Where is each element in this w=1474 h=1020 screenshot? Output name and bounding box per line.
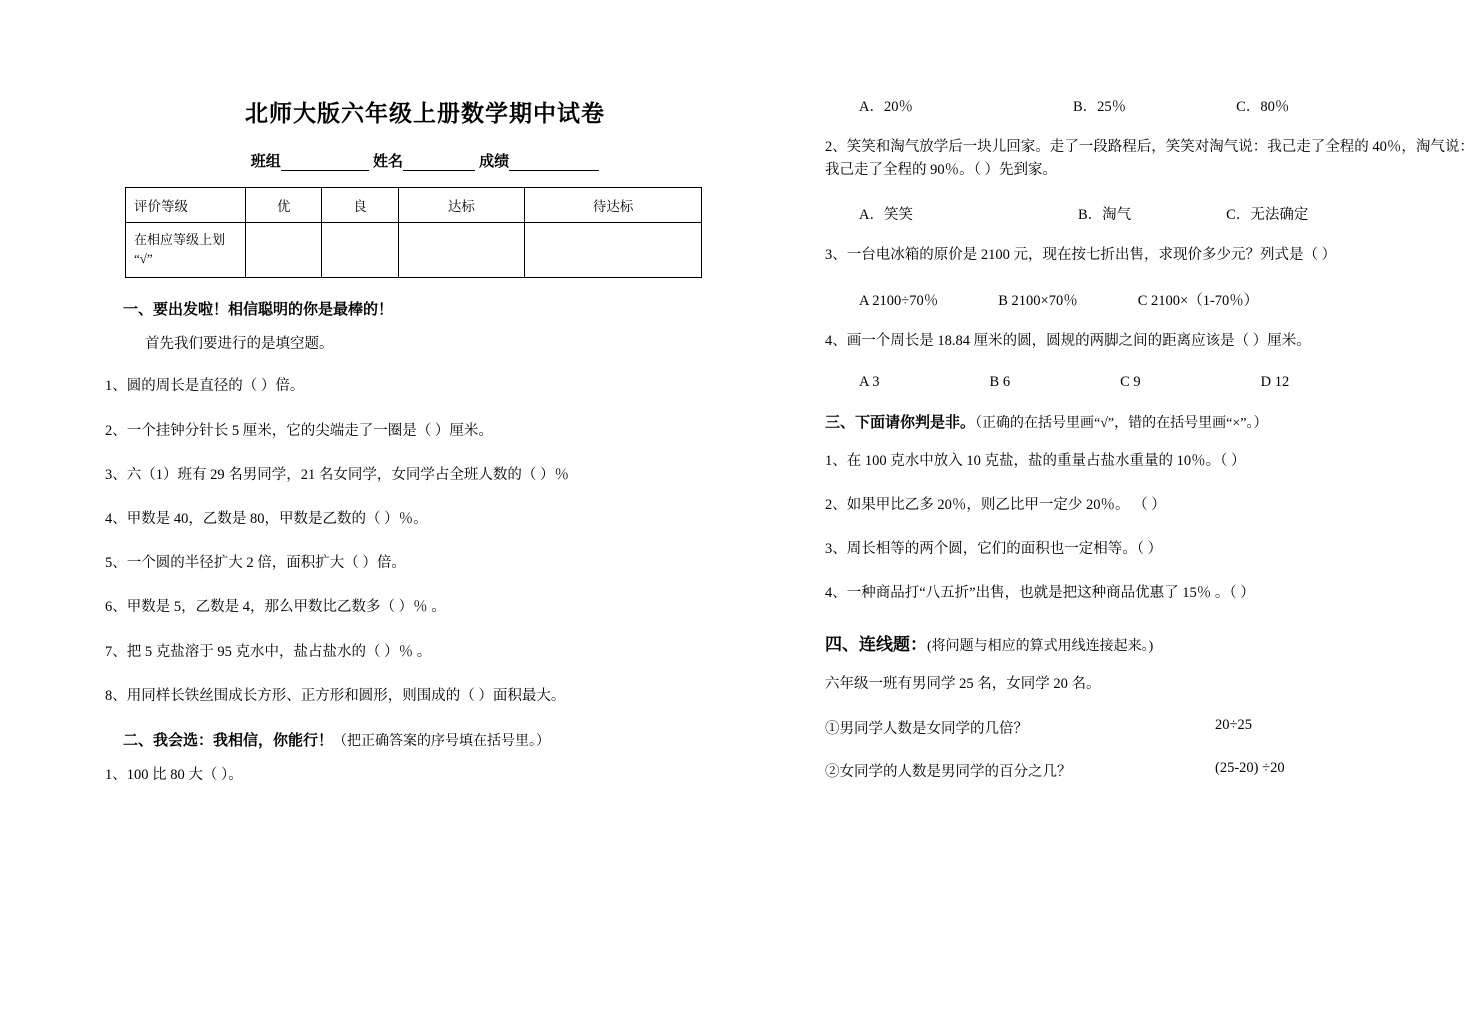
section2-heading-bold: 二、我会选：我相信，你能行！ <box>123 731 334 749</box>
choice-question-2: 2、笑笑和淘气放学后一块儿回家。走了一段路程后，笑笑对淘气说：我己走了全程的 40％，淘气说：我己走了全程的 90％。（ ）先到家。 <box>825 139 1474 179</box>
match-row-1 <box>825 717 1474 738</box>
q2-option-c[interactable]: C．无法确定 <box>1226 207 1309 224</box>
section4-lead: 六年级一班有男同学 25 名，女同学 20 名。 <box>825 675 1101 692</box>
grade-table-header-4: 待达标 <box>525 188 702 223</box>
fill-question-4: 4、甲数是 40，乙数是 80，甲数是乙数的（ ）％。 <box>105 511 428 528</box>
q4-option-c[interactable]: C 9 <box>1120 373 1141 390</box>
choice-question-2-options <box>859 203 1474 224</box>
section2-heading <box>123 729 745 750</box>
grade-table-row-label: 在相应等级上划“√” <box>126 223 246 278</box>
choice-question-4: 4、画一个周长是 18.84 厘米的圆，圆规的两脚之间的距离应该是（ ）厘米。 <box>825 332 1311 349</box>
truefalse-question-2: 2、如果甲比乙多 20％，则乙比甲一定少 20％。 （ ） <box>825 496 1166 513</box>
q3-option-a[interactable]: A 2100÷70％ <box>859 292 939 309</box>
section4-heading-normal: (将问题与相应的算式用线连接起来。) <box>927 638 1154 654</box>
q3-option-b[interactable]: B 2100×70％ <box>998 292 1078 309</box>
class-blank[interactable] <box>281 155 369 171</box>
q4-option-a[interactable]: A 3 <box>859 373 880 390</box>
score-blank[interactable] <box>509 155 599 171</box>
table-row <box>126 223 702 278</box>
section3-heading-normal: （正确的在括号里画“√”，错的在括号里画“×”。） <box>975 415 1268 431</box>
match-row-2 <box>825 760 1474 781</box>
match-question-2[interactable]: ②女同学的人数是男同学的百分之几？ <box>825 763 1072 780</box>
section3-heading <box>825 411 1474 432</box>
match-expression-1[interactable]: 20÷25 <box>1215 716 1252 733</box>
q1-option-b[interactable]: B．25％ <box>1072 99 1127 115</box>
student-info-line <box>105 150 745 171</box>
table-row <box>126 188 702 223</box>
grade-cell-excellent[interactable] <box>246 223 322 278</box>
grade-table-header-2: 良 <box>322 188 398 223</box>
grade-table-header-0: 评价等级 <box>126 188 246 223</box>
match-question-1[interactable]: ①男同学人数是女同学的几倍？ <box>825 720 1028 737</box>
truefalse-question-1: 1、在 100 克水中放入 10 克盐，盐的重量占盐水重量的 10％。（ ） <box>825 452 1246 469</box>
section1-lead: 首先我们要进行的是填空题。 <box>145 336 334 352</box>
fill-question-7: 7、把 5 克盐溶于 95 克水中，盐占盐水的（ ）％ 。 <box>105 643 432 660</box>
q4-option-d[interactable]: D 12 <box>1260 373 1290 390</box>
name-blank[interactable] <box>403 155 475 171</box>
truefalse-question-3: 3、周长相等的两个圆，它们的面积也一定相等。（ ） <box>825 541 1163 558</box>
q2-option-b[interactable]: B．淘气 <box>1077 207 1132 224</box>
q4-option-b[interactable]: B 6 <box>989 373 1011 390</box>
section4-heading-bold: 四、连线题： <box>825 634 927 654</box>
q3-option-c[interactable]: C 2100×（1-70％） <box>1137 292 1259 309</box>
choice-question-1-options <box>859 95 1474 116</box>
page-title: 北师大版六年级上册数学期中试卷 <box>245 100 605 126</box>
grade-table-header-1: 优 <box>246 188 322 223</box>
grade-cell-to-pass[interactable] <box>525 223 702 278</box>
fill-question-5: 5、一个圆的半径扩大 2 倍，面积扩大（ ）倍。 <box>105 555 406 572</box>
section2-heading-normal: （把正确答案的序号填在括号里。） <box>333 733 551 749</box>
fill-question-2: 2、一个挂钟分针长 5 厘米，它的尖端走了一圈是（ ）厘米。 <box>105 422 493 439</box>
right-column <box>825 95 1474 803</box>
choice-question-4-options <box>859 374 1474 391</box>
choice-question-3: 3、一台电冰箱的原价是 2100 元，现在按七折出售，求现价多少元？列式是（ ） <box>825 247 1337 264</box>
grade-cell-pass[interactable] <box>398 223 525 278</box>
section4-heading <box>825 630 1474 655</box>
match-expression-2[interactable]: (25-20) ÷20 <box>1215 759 1285 776</box>
section3-heading-bold: 三、下面请你判是非。 <box>825 413 976 431</box>
section1-heading: 一、要出发啦！相信聪明的你是最棒的！ <box>123 301 394 318</box>
name-label: 姓名 <box>372 153 403 170</box>
grade-table <box>125 187 702 278</box>
truefalse-question-4: 4、一种商品打“八五折”出售，也就是把这种商品优惠了 15％ 。（ ） <box>825 585 1255 602</box>
fill-question-8: 8、用同样长铁丝围成长方形、正方形和圆形，则围成的（ ）面积最大。 <box>105 687 566 704</box>
fill-question-3: 3、六（1）班有 29 名男同学，21 名女同学，女同学占全班人数的（ ）％ <box>105 466 569 483</box>
score-label: 成绩 <box>479 153 510 170</box>
choice-question-3-options <box>859 289 1474 310</box>
fill-question-1: 1、圆的周长是直径的（ ）倍。 <box>105 378 305 395</box>
q1-option-c[interactable]: C．80％ <box>1236 99 1290 115</box>
left-column <box>105 95 755 808</box>
choice-question-1: 1、100 比 80 大（ ）。 <box>105 766 243 783</box>
class-label: 班组 <box>250 153 281 170</box>
q2-option-a[interactable]: A．笑笑 <box>859 207 913 224</box>
fill-question-6: 6、甲数是 5，乙数是 4，那么甲数比乙数多（ ）％ 。 <box>105 599 446 616</box>
grade-table-header-3: 达标 <box>398 188 525 223</box>
q1-option-a[interactable]: A．20％ <box>859 99 913 115</box>
grade-cell-good[interactable] <box>322 223 398 278</box>
